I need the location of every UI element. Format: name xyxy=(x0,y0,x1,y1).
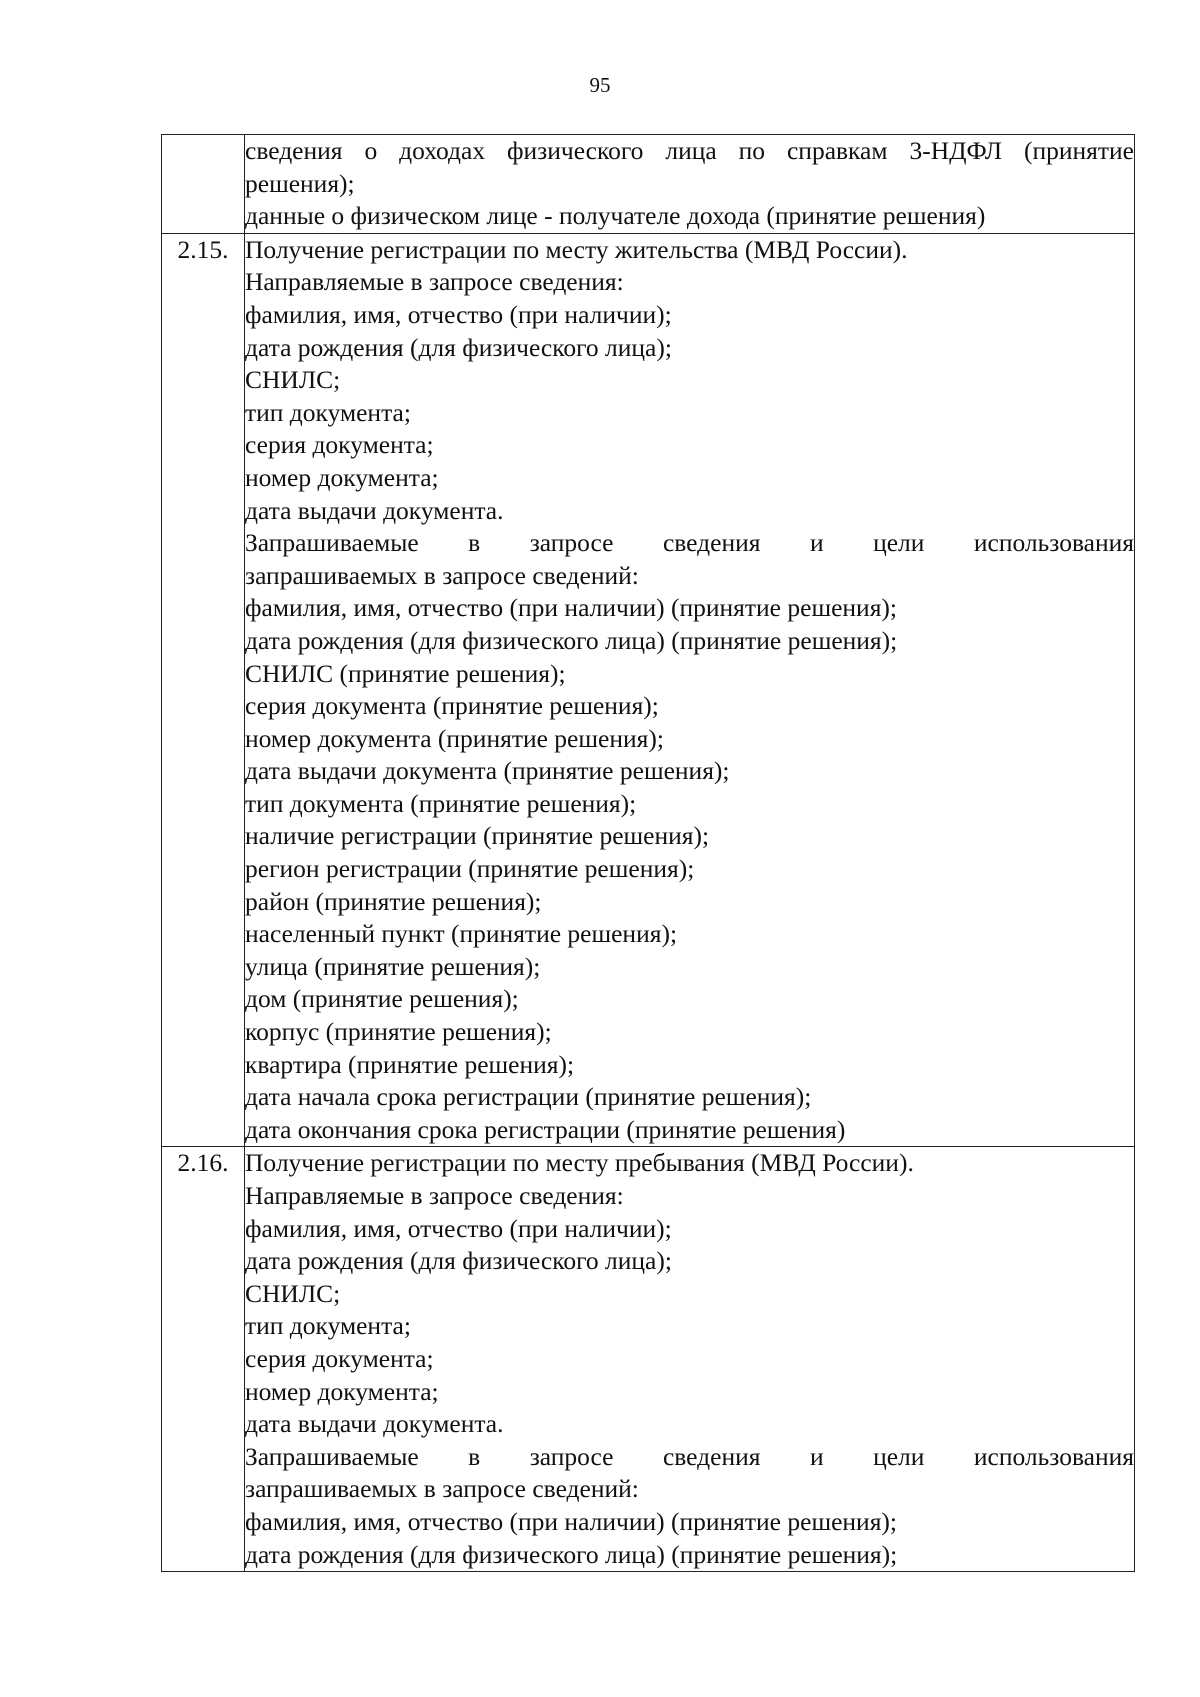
content-line: Направляемые в запросе сведения: xyxy=(245,267,624,297)
content-line: дата рождения (для физического лица); xyxy=(245,1246,672,1276)
item-content-cell xyxy=(245,1147,1135,1572)
content-line: серия документа; xyxy=(245,1343,434,1373)
content-line: дата рождения (для физического лица) (принятие решения); xyxy=(245,1539,898,1569)
content-line: Получение регистрации по месту жительства (МВД России). xyxy=(245,234,908,264)
item-number-cell: 2.16. xyxy=(162,1147,245,1572)
content-line: корпус (принятие решения); xyxy=(245,1017,552,1047)
content-line: фамилия, имя, отчество (при наличии); xyxy=(245,1213,672,1243)
content-line: Запрашиваемые в запросе сведения и цели использования xyxy=(245,528,1134,558)
table-body xyxy=(162,135,1135,1572)
content-line: Направляемые в запросе сведения: xyxy=(245,1181,624,1210)
content-line: дата окончания срока регистрации (принятие решения) xyxy=(245,1114,846,1144)
content-line: серия документа (принятие решения); xyxy=(245,691,659,721)
content-line: запрашиваемых в запросе сведений: xyxy=(245,560,639,590)
item-content-cell xyxy=(245,135,1135,234)
content-line: наличие регистрации (принятие решения); xyxy=(245,821,710,851)
content-line: квартира (принятие решения); xyxy=(245,1049,575,1079)
content-line: дата рождения (для физического лица) (принятие решения); xyxy=(245,625,898,655)
content-line: регион регистрации (принятие решения); xyxy=(245,854,695,884)
content-line: номер документа; xyxy=(245,462,439,492)
content-line: дата начала срока регистрации (принятие решения); xyxy=(245,1082,812,1112)
content-line: решения); xyxy=(245,168,355,198)
content-line: тип документа; xyxy=(245,1311,411,1341)
content-line: район (принятие решения); xyxy=(245,886,542,916)
content-line: Запрашиваемые в запросе сведения и цели использования xyxy=(245,1441,1134,1471)
content-line: фамилия, имя, отчество (при наличии) (принятие решения); xyxy=(245,1506,897,1536)
item-number-cell: 2.15. xyxy=(162,233,245,1147)
content-line: дом (принятие решения); xyxy=(245,984,519,1014)
table-row xyxy=(162,135,1135,234)
requirements-table xyxy=(161,134,1135,1572)
content-line: дата выдачи документа. xyxy=(245,1409,504,1439)
item-content-cell xyxy=(245,233,1135,1147)
content-line: населенный пункт (принятие решения); xyxy=(245,919,678,949)
content-line: дата рождения (для физического лица); xyxy=(245,332,672,362)
content-line: номер документа (принятие решения); xyxy=(245,723,664,753)
content-line: данные о физическом лице - получателе дохода (принятие решения) xyxy=(245,201,986,231)
content-line: номер документа; xyxy=(245,1376,439,1406)
content-line: запрашиваемых в запросе сведений: xyxy=(245,1474,639,1504)
content-line: дата выдачи документа. xyxy=(245,495,504,525)
content-line: СНИЛС; xyxy=(245,365,341,395)
content-line: улица (принятие решения); xyxy=(245,951,541,981)
content-line: дата выдачи документа (принятие решения); xyxy=(245,756,730,786)
content-line: тип документа; xyxy=(245,397,411,427)
content-line: СНИЛС (принятие решения); xyxy=(245,658,566,688)
content-line: СНИЛС; xyxy=(245,1278,341,1308)
content-line: Получение регистрации по месту пребывания (МВД России). xyxy=(245,1148,914,1178)
content-line: сведения о доходах физического лица по справкам 3-НДФЛ (принятие xyxy=(245,136,1134,165)
content-line: фамилия, имя, отчество (при наличии); xyxy=(245,299,672,329)
content-line: фамилия, имя, отчество (при наличии) (принятие решения); xyxy=(245,593,897,623)
content-line: тип документа (принятие решения); xyxy=(245,788,637,818)
table-row xyxy=(162,1147,1135,1572)
item-number-cell xyxy=(162,135,245,234)
content-line: серия документа; xyxy=(245,430,434,460)
page-number: 95 xyxy=(589,73,611,97)
table-row xyxy=(162,233,1135,1147)
